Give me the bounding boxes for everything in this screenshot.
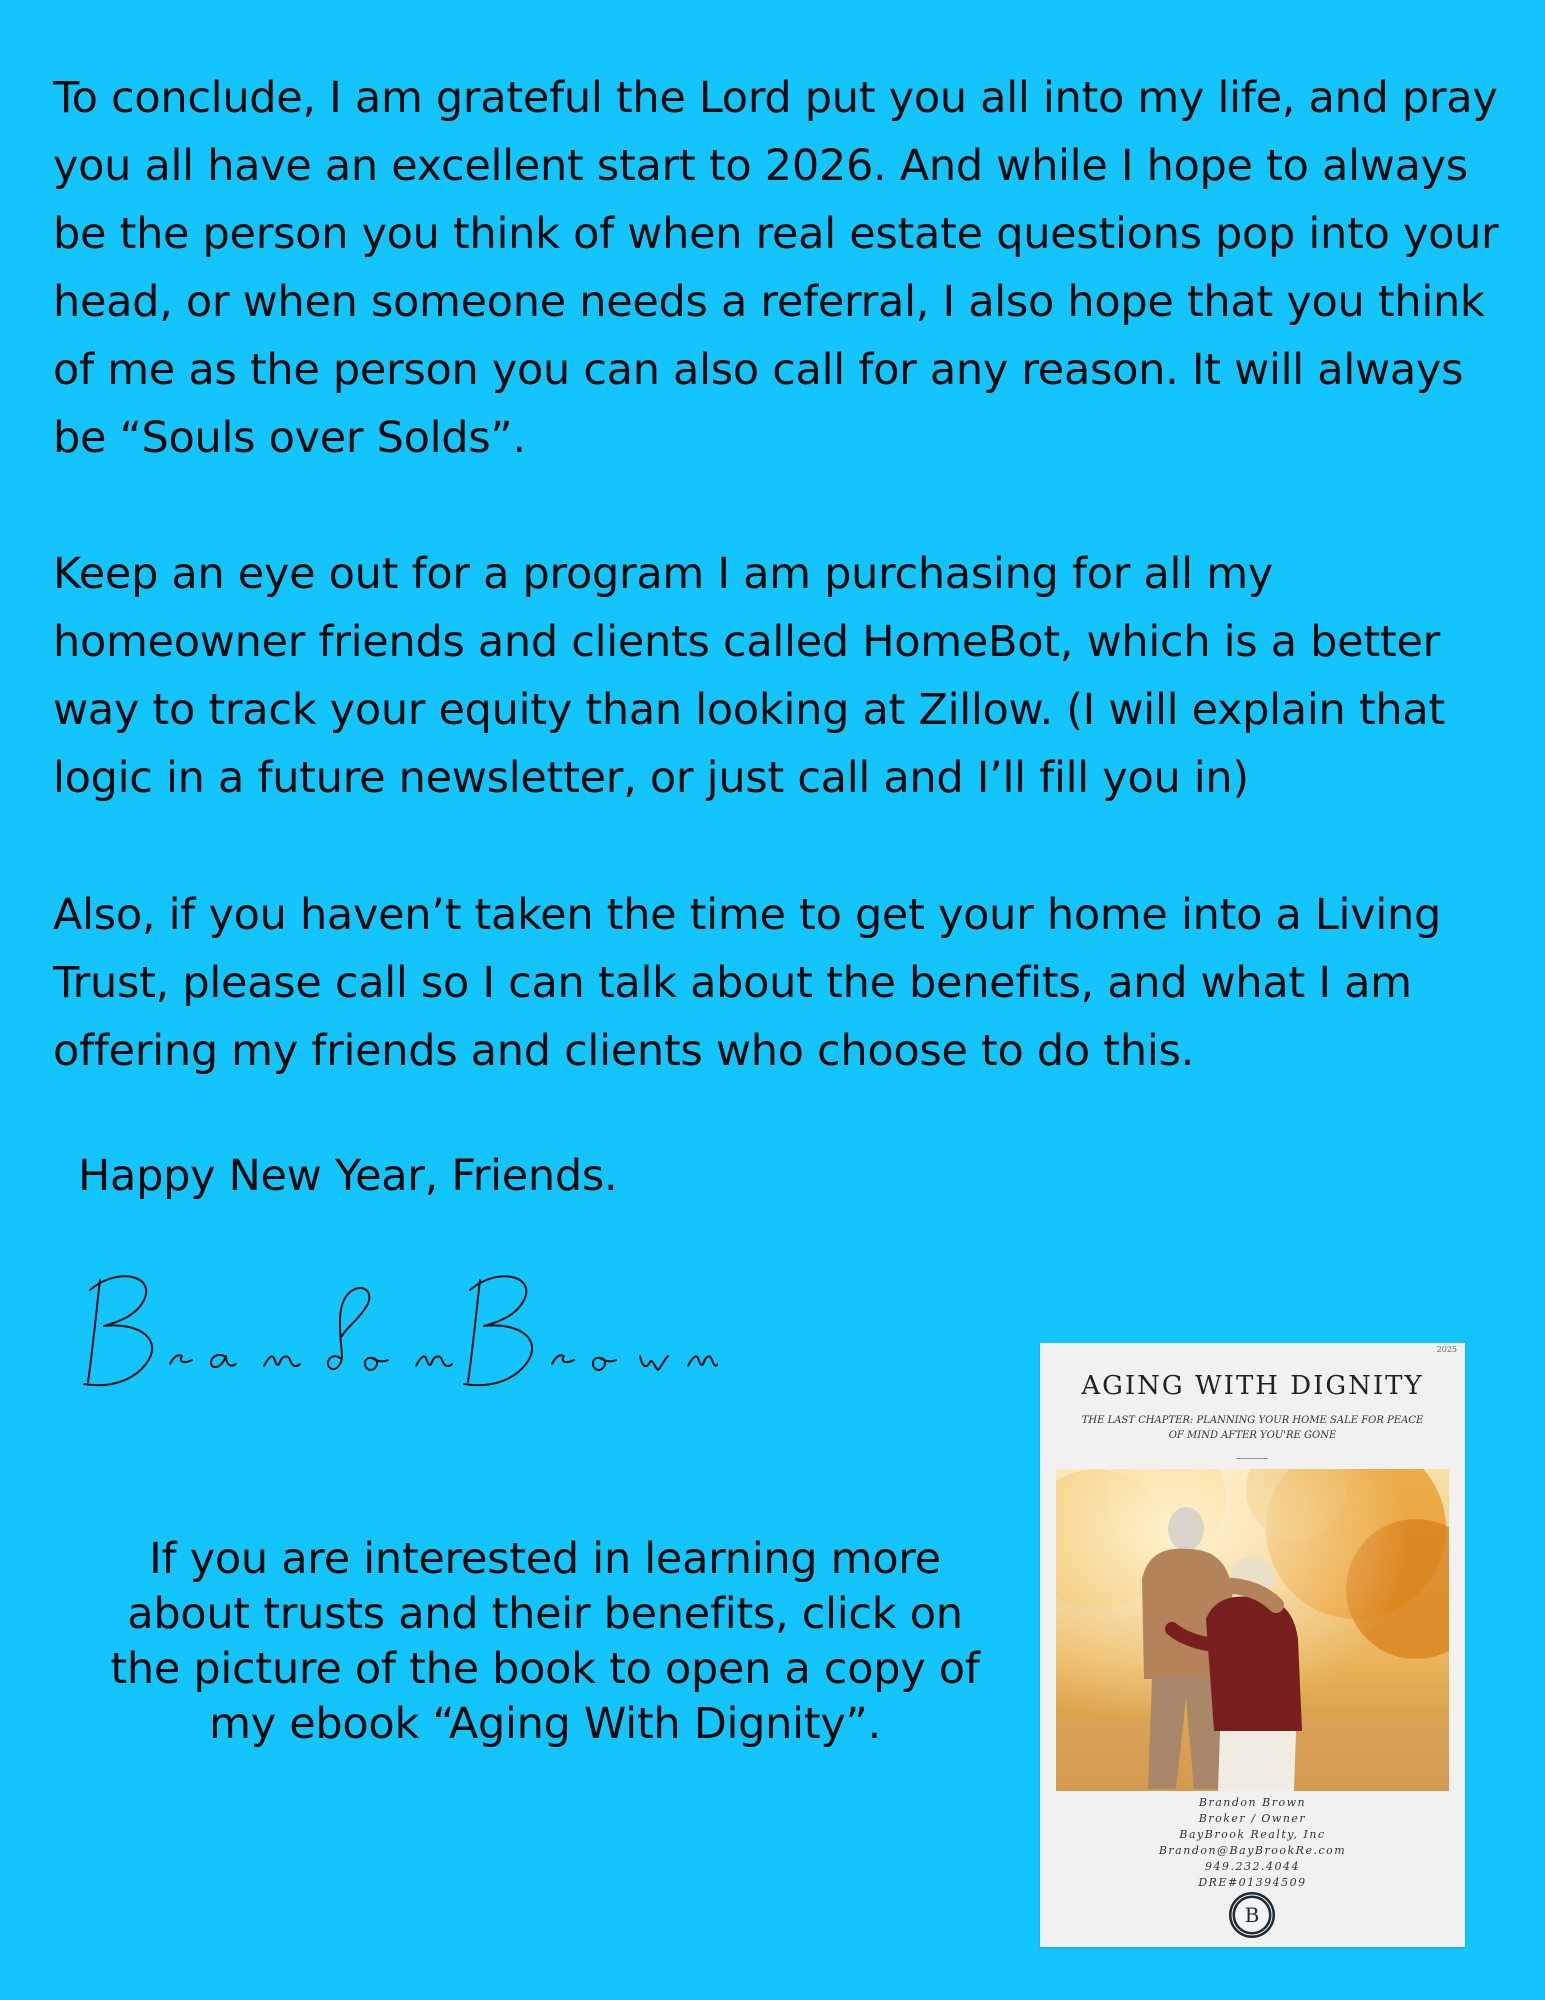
ebook-cover-link[interactable] (1040, 1343, 1465, 1947)
ebook-author-info (1040, 1795, 1465, 1891)
ebook-email: Brandon@BayBrookRe.com (1158, 1844, 1347, 1857)
ebook-cover-photo (1056, 1469, 1449, 1791)
greeting: Happy New Year, Friends. (78, 1151, 618, 1201)
letter-paragraph-conclusion: To conclude, I am grateful the Lord put you all into my life, and pray you all have an excellent start to 2026. And while I hope to always be the person you think of when real estate questions pop into your head, or when someone needs a referral, I also hope that you think of me as the person you can also call for any reason. It will always be “Souls over Solds”. (53, 73, 1499, 463)
ebook-title: AGING WITH DIGNITY (1081, 1371, 1424, 1401)
ebook-divider (1236, 1458, 1268, 1459)
baybrook-logo-letter: B (1244, 1903, 1260, 1927)
ebook-company: BayBrook Realty, Inc (1179, 1828, 1326, 1841)
handwritten-signature (78, 1270, 718, 1400)
ebook-subtitle: THE LAST CHAPTER: PLANNING YOUR HOME SALE FOR PEACE OF MIND AFTER YOU'RE GONE (1081, 1415, 1424, 1441)
ebook-call-to-action: If you are interested in learning more about trusts and their benefits, click on the picture of the book to open a copy of my ebook “Aging With Dignity”. (110, 1534, 980, 1749)
ebook-role: Broker / Owner (1198, 1812, 1307, 1825)
ebook-author: Brandon Brown (1198, 1796, 1307, 1809)
baybrook-logo-icon (1228, 1891, 1276, 1939)
letter-paragraph-living-trust: Also, if you haven’t taken the time to get your home into a Living Trust, please call so I can talk about the benefits, and what I am offering my friends and clients who choose to do this. (53, 890, 1441, 1076)
ebook-license: DRE#01394509 (1198, 1876, 1307, 1889)
ebook-phone: 949.232.4044 (1205, 1860, 1300, 1873)
letter-paragraph-homebot: Keep an eye out for a program I am purchasing for all my homeowner friends and clients called HomeBot, which is a better way to track your equity than looking at Zillow. (I will explain that logic in a future newsletter, or just call and I’ll fill you in) (53, 549, 1445, 803)
ebook-year: 2025 (1436, 1345, 1457, 1354)
